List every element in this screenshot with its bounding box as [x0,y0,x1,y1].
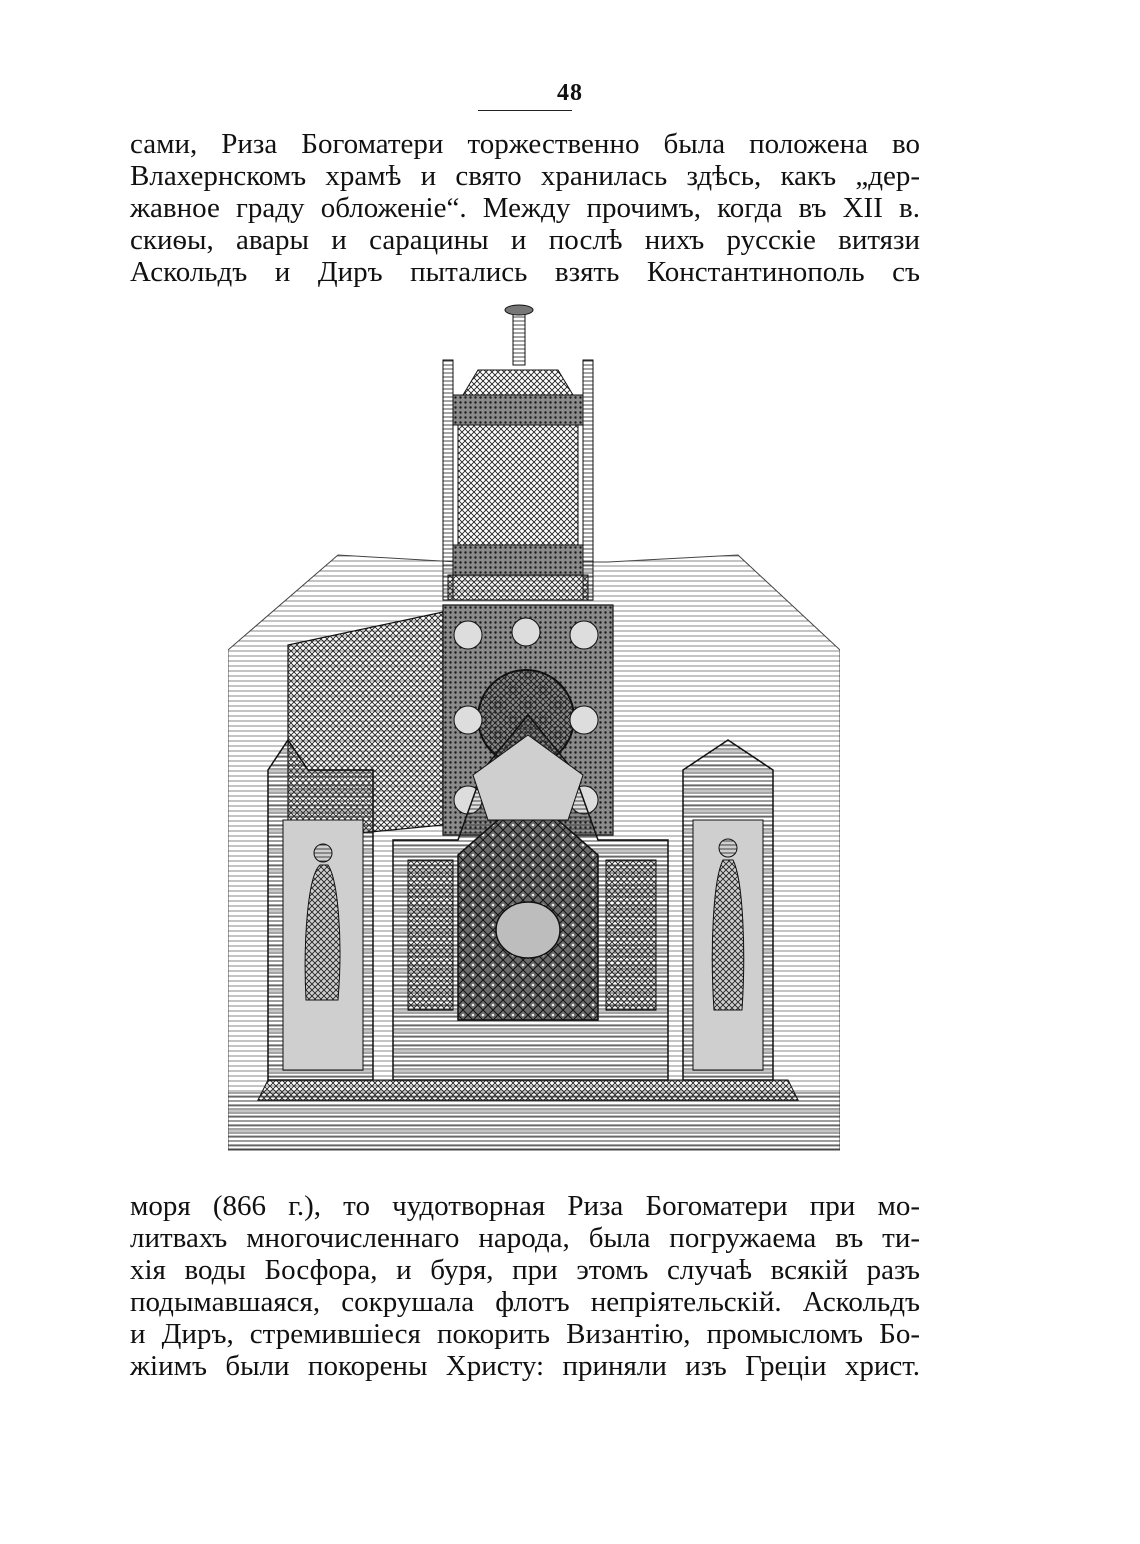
text-line: Влахернскомъ храмѣ и свято хранилась здѣсь, какъ „дер- [130,160,920,192]
text-line: хія воды Босфора, и буря, при этомъ случаѣ всякій разъ [130,1254,920,1286]
triptych-icon [258,715,798,1100]
text-line: подымавшаяся, сокрушала флотъ непріятельскій. Аскольдъ [130,1286,920,1318]
text-line: литвахъ многочисленнаго народа, была погружаема въ ти- [130,1222,920,1254]
text-line: сами, Риза Богоматери торжественно была положена во [130,128,920,160]
reliquary-box [443,305,593,600]
text-line: скиѳы, авары и сарацины и послѣ нихъ русскіе витязи [130,224,920,256]
text-block-bottom [130,1190,920,1382]
page-number: 48 [557,80,583,106]
text-line: жіимъ были покорены Христу: приняли изъ Греціи христ. [130,1350,920,1382]
text-block-top [130,128,920,288]
text-line: и Диръ, стремившіеся покорить Византію, промысломъ Бо- [130,1318,920,1350]
page-number-rule [478,110,572,111]
text-line: жавное граду обложеніе“. Между прочимъ, когда въ XII в. [130,192,920,224]
text-line: Аскольдъ и Диръ пытались взять Константинополь съ [130,256,920,288]
text-line: моря (866 г.), то чудотворная Риза Богоматери при мо- [130,1190,920,1222]
engraving-illustration [228,300,840,1155]
